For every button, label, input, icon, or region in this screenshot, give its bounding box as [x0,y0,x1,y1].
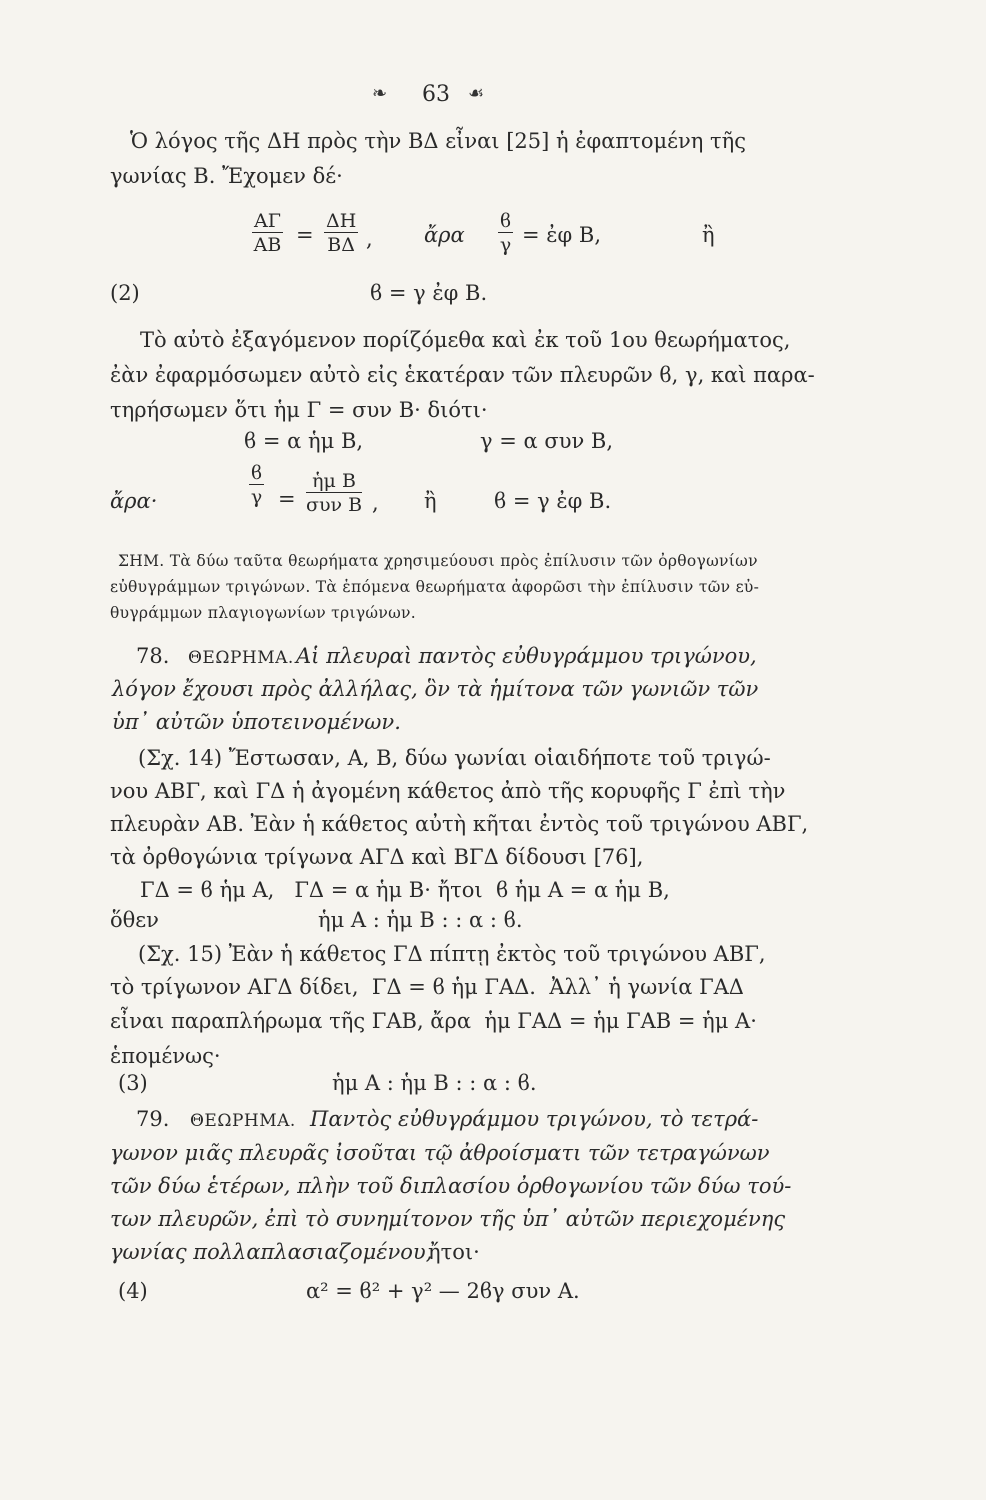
left-ornament-icon: ❧ [372,83,388,104]
comma: , [366,227,373,251]
equation: ϐ = γ ἐφ Β. [494,489,612,513]
text-line: τηρήσωμεν ὅτι ἡμ Γ = συν Β· διότι· [110,398,488,422]
text-line: Ὁ λόγος τῆς ΔΗ πρὸς τὴν ΒΔ εἶναι [25] ἡ ἐφαπτομένη τῆς [130,129,746,153]
text-line: νου ΑΒΓ, καὶ ΓΔ ἡ ἀγομένη κάθετος ἀπὸ τῆς κορυφῆς Γ ἐπὶ τὴν [110,779,786,803]
theorem-heading: ΘΕΩΡΗΜΑ. [188,648,294,668]
theorem-text: γωνίας πολλαπλασιαζομένου, [110,1240,433,1264]
numerator: ϐ [251,462,263,484]
theorem-text: γωνον μιᾶς πλευρᾶς ἰσοῦται τῷ ἀθροίσματι τῶν τετραγώνων [110,1141,770,1165]
theorem-number: 78. [136,644,170,668]
equation: ΓΔ = ϐ ἡμ Α, ΓΔ = α ἡμ Β· ἤτοι ϐ ἡμ Α = α ἡμ Β, [140,878,670,902]
numerator: ἡμ Β [306,470,362,493]
text-line: ἐὰν ἐφαρμόσωμεν αὐτὸ εἰς ἑκατέραν τῶν πλευρῶν ϐ, γ, καὶ παρα- [110,363,815,387]
equation: α² = ϐ² + γ² — 2ϐγ συν Α. [306,1279,580,1303]
text-line: τὸ τρίγωνον ΑΓΔ δίδει, ΓΔ = ϐ ἡμ ΓΑΔ. Ἀλλ᾽ ἡ γωνία ΓΑΔ [110,975,744,999]
or-word: ἢ [702,223,715,247]
numerator: ϐ [500,210,512,232]
denominator: ΒΔ [327,234,355,256]
denominator: γ [499,234,512,256]
theorem-text: Αἱ πλευραὶ παντὸς εὐθυγράμμου τριγώνου, [296,644,757,668]
equation-label: (2) [110,281,140,305]
text-line: ἑπομένως· [110,1044,221,1068]
text-line: (Σχ. 15) Ἐὰν ἡ κάθετος ΓΔ πίπτῃ ἐκτὸς τοῦ τριγώνου ΑΒΓ, [138,942,766,966]
denominator: γ [250,486,263,508]
equals-sign: = [296,223,314,247]
equation-rhs: = ἐφ Β, [522,223,602,247]
page-number: 63 [422,82,450,107]
equation: ἡμ Α : ἡμ Β : : α : ϐ. [332,1071,537,1095]
theorem-text: τῶν δύω ἑτέρων, πλὴν τοῦ διπλασίου ὀρθογωνίου τῶν δύω τού- [110,1174,792,1198]
fraction-b-g [249,462,264,509]
text-word: ὅθεν [110,908,159,932]
equation: ϐ = γ ἐφ Β. [370,281,488,305]
theorem-number: 79. [136,1107,170,1131]
text-line: εἶναι παραπλήρωμα τῆς ΓΑΒ, ἄρα ἡμ ΓΑΔ = ἡμ ΓΑΒ = ἡμ Α· [110,1009,757,1033]
equation-label: (4) [118,1279,148,1303]
text-line: (Σχ. 14) Ἔστωσαν, Α, Β, δύω γωνίαι οἱαιδήποτε τοῦ τριγώ- [138,746,771,770]
theorem-heading: ΘΕΩΡΗΜΑ. [190,1111,296,1131]
denominator: ΑΒ [253,234,282,256]
comma: , [372,491,379,515]
theorem-text: των πλευρῶν, ἐπὶ τὸ συνημίτονον τῆς ὑπ᾽ αὐτῶν περιεχομένης [110,1207,786,1231]
ara-word: ἄρα [424,223,465,247]
text-line: Τὸ αὐτὸ ἐξαγόμενον πορίζόμεθα καὶ ἐκ τοῦ 1ου θεωρήματος, [140,328,791,352]
equation: ἡμ Α : ἡμ Β : : α : ϐ. [318,908,523,932]
note-line: ΣΗΜ. Τὰ δύω ταῦτα θεωρήματα χρησιμεύουσι πρὸς ἐπίλυσιν τῶν ὀρθογωνίων [118,552,758,570]
denominator: συν Β [306,494,363,516]
right-ornament-icon: ☙ [468,83,485,104]
equation-label: (3) [118,1071,148,1095]
text-line: τὰ ὀρθογώνια τρίγωνα ΑΓΔ καὶ ΒΓΔ δίδουσι [76], [110,845,644,869]
note-line: θυγράμμων πλαγιογωνίων τριγώνων. [110,604,416,622]
fraction-ag-ab [252,210,283,257]
equation: ϐ = α ἡμ Β, [244,429,364,453]
text-word: ἤτοι· [428,1240,480,1264]
text-line: πλευρὰν ΑΒ. Ἐὰν ἡ κάθετος αὐτὴ κῆται ἐντὸς τοῦ τριγώνου ΑΒΓ, [110,812,809,836]
fraction-b-g [498,210,513,257]
equation: γ = α συν Β, [480,429,614,453]
theorem-text: ὑπ᾽ αὐτῶν ὑποτεινομένων. [112,710,401,734]
text-line: γωνίας Β. Ἔχομεν δέ· [110,164,343,188]
theorem-text: λόγον ἔχουσι πρὸς ἀλλήλας, ὃν τὰ ἡμίτονα τῶν γωνιῶν τῶν [112,677,759,701]
or-word: ἢ [424,489,437,513]
numerator: ΑΓ [254,210,281,232]
theorem-text: Παντὸς εὐθυγράμμου τριγώνου, τὸ τετρά- [310,1107,759,1131]
ara-word: ἄρα· [110,489,158,513]
numerator: ΔΗ [326,210,357,232]
note-line: εὐθυγράμμων τριγώνων. Τὰ ἑπόμενα θεωρήματα ἀφορῶσι τὴν ἐπίλυσιν τῶν εὐ- [110,578,760,596]
fraction-dh-bd [324,210,358,257]
fraction-hmb-synb [306,470,362,517]
equals-sign: = [278,487,296,511]
